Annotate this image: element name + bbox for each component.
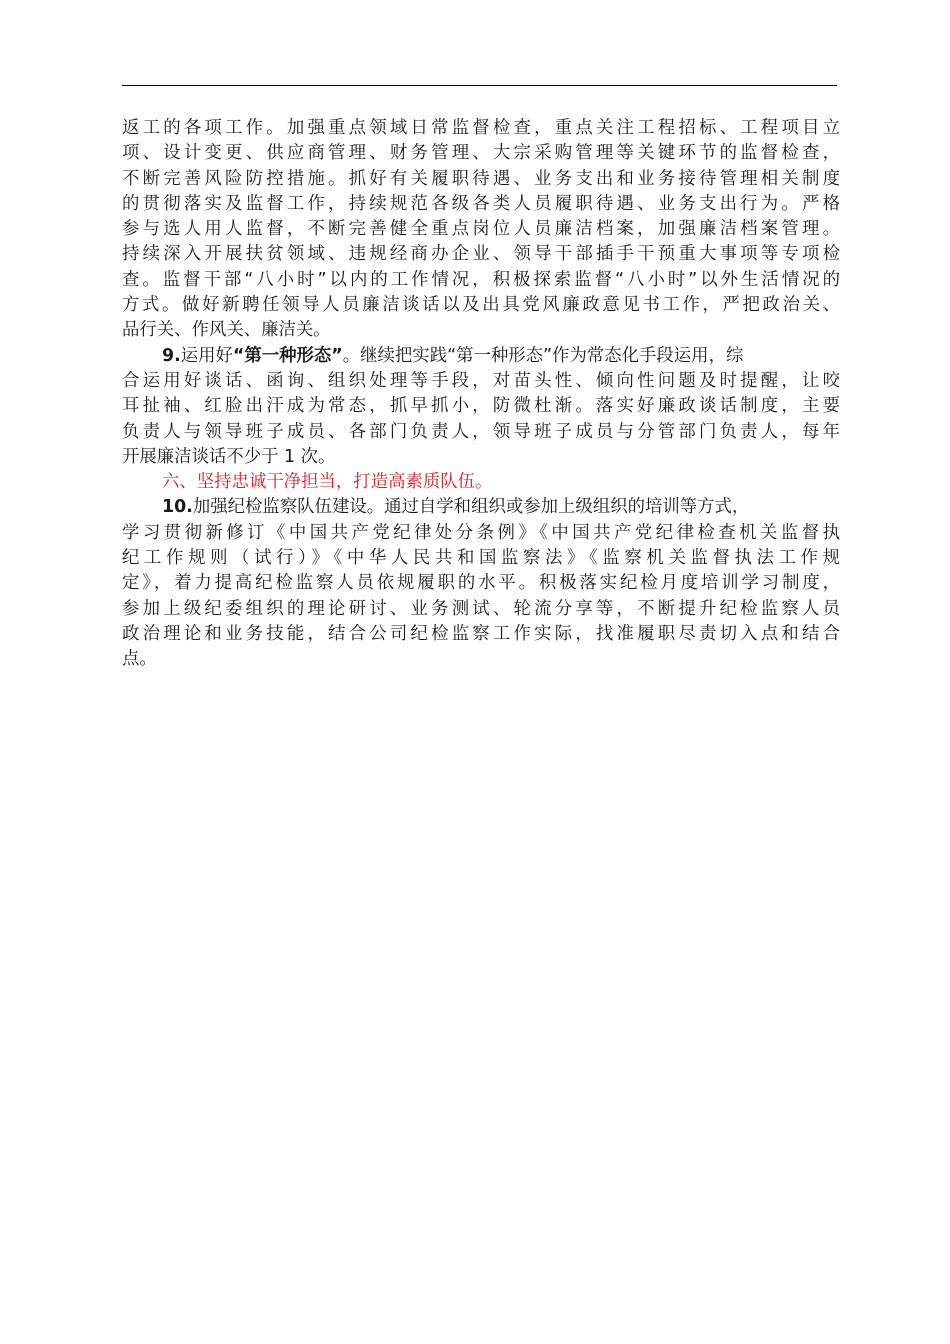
paragraph-9: [122, 344, 840, 470]
text-line: 定》，着力提高纪检监察人员依规履职的水平。积极落实纪检月度培训学习制度，: [122, 573, 840, 594]
text-line: 参加上级纪委组织的理论研讨、业务测试、轮流分享等，不断提升纪检监察人员: [122, 598, 840, 619]
text-line: 学习贯彻新修订《中国共产党纪律处分条例》《中国共产党纪律检查机关监督执: [122, 522, 840, 543]
text-line: 合运用好谈话、函询、组织处理等手段，对苗头性、倾向性问题及时提醒，让咬: [122, 370, 840, 391]
paragraph-9-lead-rest: 。继续把实践“第一种形态”作为常态化手段运用，综: [342, 345, 744, 366]
paragraph-10-lead-rest: 加强纪检监察队伍建设。通过自学和组织或参加上级组织的培训等方式，: [192, 497, 750, 518]
text-line: 参与选人用人监督，不断完善健全重点岗位人员廉洁档案，加强廉洁档案管理。: [122, 219, 840, 240]
paragraph-10: [122, 495, 840, 672]
text-line: 项、设计变更、供应商管理、财务管理、大宗采购管理等关键环节的监督检查，: [122, 143, 840, 164]
section-heading: 六、坚持忠诚干净担当，打造高素质队伍。: [162, 472, 493, 493]
text-line: 的贯彻落实及监督工作，持续规范各级各类人员履职待遇、业务支出行为。严格: [122, 193, 840, 214]
paragraph-10-first-line: [122, 495, 840, 520]
text-line: 政治理论和业务技能，结合公司纪检监察工作实际，找准履职尽责切入点和结合: [122, 623, 840, 644]
header-rule: [122, 85, 837, 86]
paragraph-8-continued: [122, 116, 840, 344]
item-number: 10.: [162, 497, 193, 518]
text-line: 不断完善风险防控措施。抓好有关履职待遇、业务支出和业务接待管理相关制度: [122, 168, 840, 189]
text-line: 返工的各项工作。加强重点领域日常监督检查，重点关注工程招标、工程项目立: [122, 118, 840, 138]
text-line: 品行关、作风关、廉洁关。: [122, 320, 331, 341]
text-line: 耳扯袖、红脸出汗成为常态，抓早抓小，防微杜渐。落实好廉政谈话制度，主要: [122, 396, 840, 417]
text-line: 查。监督干部“八小时”以内的工作情况，积极探索监督“八小时”以外生活情况的: [122, 269, 840, 290]
text-line: 纪工作规则（试行）》《中华人民共和国监察法》《监察机关监督执法工作规: [122, 548, 840, 569]
text-line: 负责人与领导班子成员、各部门负责人，领导班子成员与分管部门负责人，每年: [122, 421, 840, 442]
text-line: 开展廉洁谈话不少于 1 次。: [122, 446, 336, 467]
item-number: 9.: [162, 345, 181, 366]
paragraph-9-lead-bold: “第一种形态”: [232, 345, 343, 366]
document-body: [122, 116, 840, 673]
text-line: 持续深入开展扶贫领域、违规经商办企业、领导干部插手干预重大事项等专项检: [122, 244, 840, 265]
text-line: 方式。做好新聘任领导人员廉洁谈话以及出具党风廉政意见书工作，严把政治关、: [122, 295, 840, 316]
text-line: 点。: [122, 649, 157, 670]
paragraph-9-lead: 运用好: [180, 345, 233, 366]
paragraph-9-first-line: [122, 344, 840, 369]
